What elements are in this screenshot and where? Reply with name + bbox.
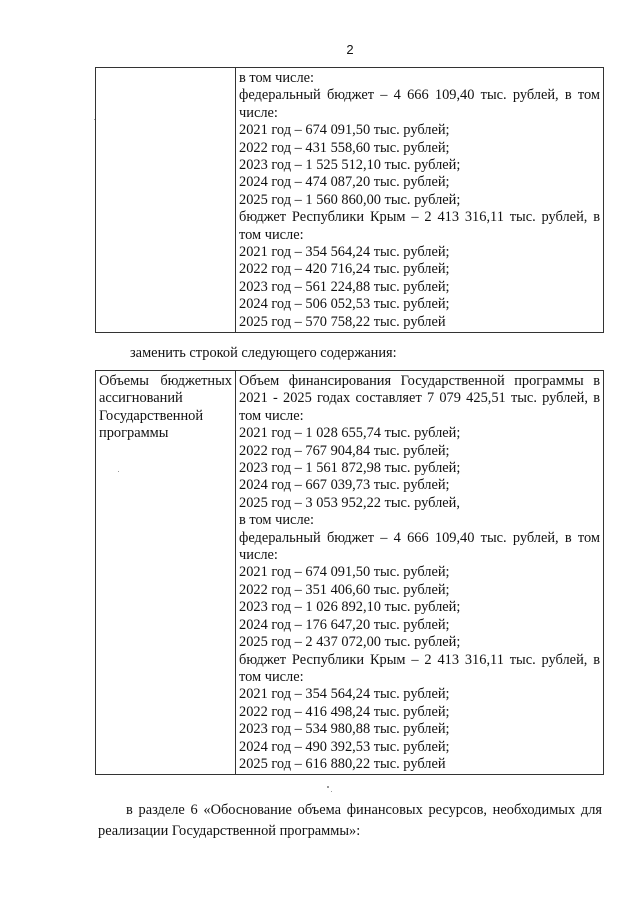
scan-speck <box>331 791 332 792</box>
text-line: 2025 год – 616 880,22 тыс. рублей <box>239 755 446 772</box>
text-line: 2021 - 2025 годах составляет 7 079 425,51 тыс. рублей, в <box>239 390 600 407</box>
text-line: 2021 год – 1 028 655,74 тыс. рублей; <box>239 425 461 442</box>
text-line: 2022 год – 420 716,24 тыс. рублей; <box>239 261 450 278</box>
top-table <box>95 67 604 333</box>
text-line: бюджет Республики Крым – 2 413 316,11 тыс. рублей, в <box>239 209 600 226</box>
replace-instruction: заменить строкой следующего содержания: <box>130 345 397 361</box>
text-line: 2023 год – 534 980,88 тыс. рублей; <box>239 721 450 738</box>
text-line: 2024 год – 490 392,53 тыс. рублей; <box>239 738 450 755</box>
text-line: 2025 год – 3 053 952,22 тыс. рублей, <box>239 494 460 511</box>
text-line: 2022 год – 416 498,24 тыс. рублей; <box>239 703 450 720</box>
text-line: 2023 год – 561 224,88 тыс. рублей; <box>239 278 450 295</box>
text-line: 2021 год – 354 564,24 тыс. рублей; <box>239 686 450 703</box>
text-line: числе: <box>239 104 278 121</box>
table-row <box>96 371 604 775</box>
paragraph-line: реализации Государственной программы»: <box>98 823 361 839</box>
text-line: 2024 год – 506 052,53 тыс. рублей; <box>239 296 450 313</box>
text-line: 2023 год – 1 026 892,10 тыс. рублей; <box>239 599 461 616</box>
text-line: 2021 год – 674 091,50 тыс. рублей; <box>239 564 450 581</box>
paragraph-line: в разделе 6 «Обоснование объема финансовых ресурсов, необходимых для <box>126 802 602 818</box>
text-line: числе: <box>239 547 278 564</box>
text-line: том числе: <box>239 226 304 243</box>
text-line: 2024 год – 474 087,20 тыс. рублей; <box>239 174 450 191</box>
label-line: ассигнований <box>99 390 183 407</box>
text-line: 2021 год – 354 564,24 тыс. рублей; <box>239 244 450 261</box>
text-line: 2022 год – 431 558,60 тыс. рублей; <box>239 139 450 156</box>
budget-label-cell <box>96 371 236 775</box>
text-line: 2025 год – 1 560 860,00 тыс. рублей; <box>239 191 461 208</box>
scan-speck <box>327 786 329 788</box>
table-row <box>96 68 604 333</box>
funding-cell <box>236 371 604 775</box>
section-paragraph <box>98 800 602 842</box>
text-line: 2024 год – 667 039,73 тыс. рублей; <box>239 477 450 494</box>
text-line: федеральный бюджет – 4 666 109,40 тыс. рублей, в том <box>239 87 600 104</box>
text-line: в том числе: <box>239 512 315 529</box>
text-line: 2022 год – 767 904,84 тыс. рублей; <box>239 442 450 459</box>
label-line: Государственной <box>99 407 204 424</box>
label-line: программы <box>99 425 169 442</box>
label-line: Объемы бюджетных <box>99 373 232 389</box>
text-line: 2023 год – 1 561 872,98 тыс. рублей; <box>239 460 461 477</box>
text-line: 2025 год – 2 437 072,00 тыс. рублей; <box>239 634 461 651</box>
text-line: в том числе: <box>239 70 315 86</box>
scan-speck <box>118 471 119 472</box>
text-line: 2021 год – 674 091,50 тыс. рублей; <box>239 122 450 139</box>
funding-cell <box>236 68 604 333</box>
text-line: федеральный бюджет – 4 666 109,40 тыс. рублей, в том <box>239 529 600 546</box>
text-line: том числе: <box>239 407 304 424</box>
text-line: 2023 год – 1 525 512,10 тыс. рублей; <box>239 157 461 174</box>
text-line: бюджет Республики Крым – 2 413 316,11 тыс. рублей, в <box>239 651 600 668</box>
text-line: 2024 год – 176 647,20 тыс. рублей; <box>239 616 450 633</box>
text-line: 2022 год – 351 406,60 тыс. рублей; <box>239 581 450 598</box>
text-line: Объем финансирования Государственной программы в <box>239 373 600 389</box>
text-line: 2025 год – 570 758,22 тыс. рублей <box>239 313 446 330</box>
text-line: том числе: <box>239 668 304 685</box>
scan-speck <box>94 119 95 120</box>
page-number: 2 <box>346 42 354 57</box>
bottom-table <box>95 370 604 775</box>
empty-label-cell <box>96 68 236 333</box>
